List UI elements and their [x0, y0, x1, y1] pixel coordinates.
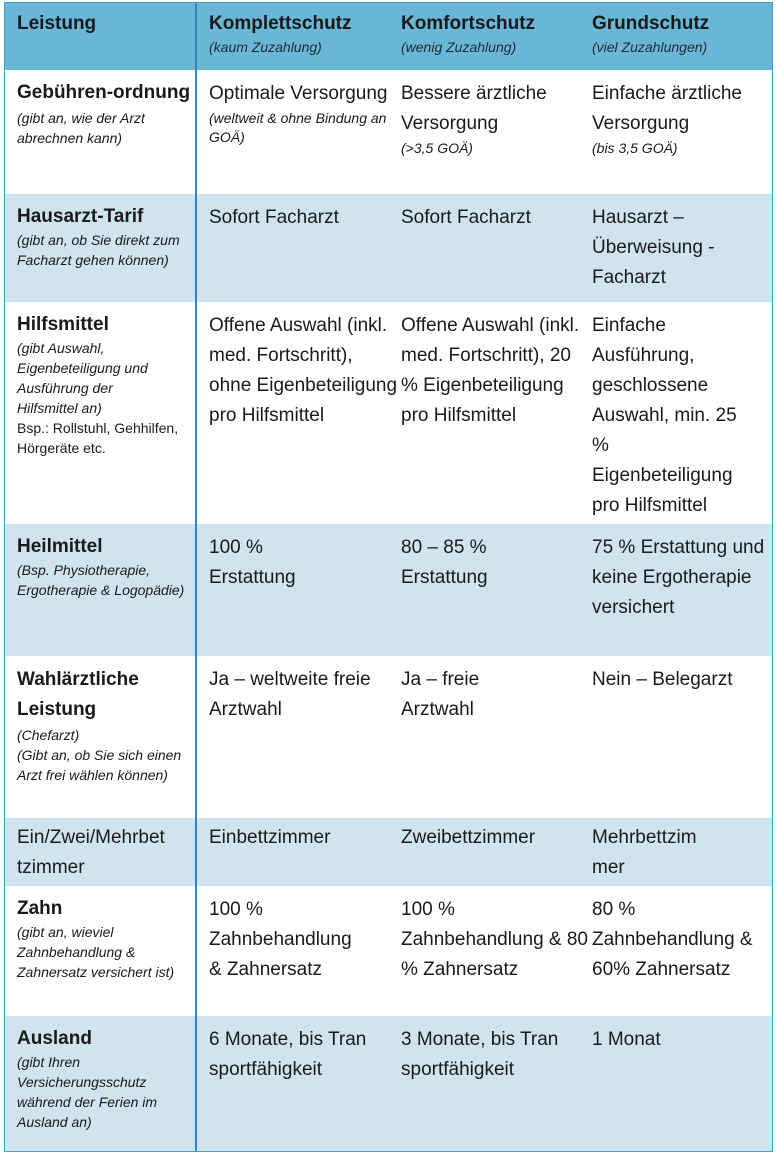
komplett-cell: Offene Auswahl (inkl. med. Fortschritt), ohne Eigenbeteiligung pro Hilfsmittel — [209, 315, 398, 426]
table-row-heilmittel — [5, 524, 772, 656]
komfort-cell: Bessere ärztliche Versorgung (>3,5 GOÄ) — [401, 83, 547, 156]
table-row-zahn — [5, 886, 772, 1016]
row-label: Wahlärztliche Leistung — [17, 669, 139, 720]
row-description: (gibt Auswahl, Eigenbeteiligung und Ausführung der Hilfsmittel an) — [17, 340, 148, 416]
header-leistung: Leistung — [17, 13, 97, 34]
komfort-cell: Zweibettzimmer — [401, 827, 536, 848]
table-row-wahlaerztliche-leistung — [5, 656, 772, 818]
row-description: (gibt Ihren Versicherungsschutz während der Ferien im Ausland an) — [17, 1054, 158, 1130]
row-label-cell — [17, 311, 195, 458]
row-label: Zahn — [17, 898, 63, 919]
table-row-hilfsmittel — [5, 302, 772, 524]
comparison-table — [4, 2, 773, 1152]
table-header-row — [5, 3, 772, 70]
row-label-cell — [17, 79, 195, 148]
grund-cell: 1 Monat — [592, 1029, 661, 1050]
row-label: Gebühren-ordnung — [17, 82, 191, 103]
table-row-hausarzt-tarif — [5, 194, 772, 302]
komplett-cell: 100 % Erstattung — [209, 537, 296, 588]
komfort-cell: 3 Monate, bis Transportfähigkeit — [401, 1029, 559, 1080]
row-example: Bsp.: Rollstuhl, Gehhilfen, Hörgeräte etc. — [17, 420, 179, 456]
row-description: (gibt an, ob Sie direkt zum Facharzt gehen können) — [17, 232, 180, 268]
komfort-cell: Ja – freie Arztwahl — [401, 669, 480, 720]
row-description: (Gibt an, ob Sie sich einen Arzt frei wählen können) — [17, 747, 182, 783]
grund-cell: Einfache ärztliche Versorgung (bis 3,5 GOÄ) — [592, 83, 742, 156]
row-label: Hausarzt-Tarif — [17, 206, 144, 227]
row-description: (Bsp. Physiotherapie, Ergotherapie & Logopädie) — [17, 562, 185, 598]
header-komplettschutz: Komplettschutz (kaum Zuzahlung) — [209, 13, 352, 55]
row-label: Ausland — [17, 1028, 92, 1049]
table-row-gebuehrenordnung — [5, 70, 772, 194]
komfort-cell: Offene Auswahl (inkl. med. Fortschritt), 20 % Eigenbeteiligung pro Hilfsmittel — [401, 315, 580, 426]
row-label-cell — [17, 665, 195, 785]
row-label-cell — [17, 1025, 195, 1132]
table-row-ausland — [5, 1016, 772, 1151]
row-description: (gibt an, wieviel Zahnbehandlung & Zahnersatz versichert ist) — [17, 924, 175, 980]
header-komfortschutz: Komfortschutz (wenig Zuzahlung) — [401, 13, 536, 55]
grund-cell: Einfache Ausführung, geschlossene Auswahl, min. 25 % Eigenbeteiligung pro Hilfsmittel — [592, 315, 737, 516]
row-label-cell — [17, 533, 195, 600]
row-label-cell — [17, 203, 195, 270]
header-grundschutz: Grundschutz (viel Zuzahlungen) — [592, 13, 710, 55]
komfort-cell: 100 % Zahnbehandlung & 80 % Zahnersatz — [401, 899, 588, 980]
grund-cell: Nein – Belegarzt — [592, 669, 733, 690]
komplett-cell: Ja – weltweite freie Arztwahl — [209, 669, 371, 720]
komplett-cell: Sofort Facharzt — [209, 207, 339, 228]
komplett-cell: Einbettzimmer — [209, 827, 331, 848]
grund-cell: Mehrbettzimmer — [592, 827, 697, 878]
table-row-zimmer — [5, 818, 772, 886]
row-label: Heilmittel — [17, 536, 103, 557]
row-label-cell — [17, 823, 167, 883]
grund-cell: 80 % Zahnbehandlung & 60% Zahnersatz — [592, 899, 753, 980]
komplett-cell: 100 % Zahnbehandlung & Zahnersatz — [209, 899, 352, 980]
grund-cell: Hausarzt – Überweisung - Facharzt — [592, 207, 715, 288]
komfort-cell: 80 – 85 % Erstattung — [401, 537, 488, 588]
komplett-cell: 6 Monate, bis Transportfähigkeit — [209, 1029, 367, 1080]
row-label-cell — [17, 895, 195, 982]
row-label: Hilfsmittel — [17, 314, 109, 335]
column-divider — [195, 3, 197, 1151]
row-description: (gibt an, wie der Arzt abrechnen kann) — [17, 110, 145, 146]
row-description: (Chefarzt) — [17, 727, 80, 743]
komplett-cell: Optimale Versorgung (weltweit & ohne Bindung an GOÄ) — [209, 83, 388, 145]
row-label: Ein/Zwei/Mehrbettzimmer — [17, 827, 165, 878]
grund-cell: 75 % Erstattung und keine Ergotherapie versichert — [592, 537, 765, 618]
komfort-cell: Sofort Facharzt — [401, 207, 531, 228]
